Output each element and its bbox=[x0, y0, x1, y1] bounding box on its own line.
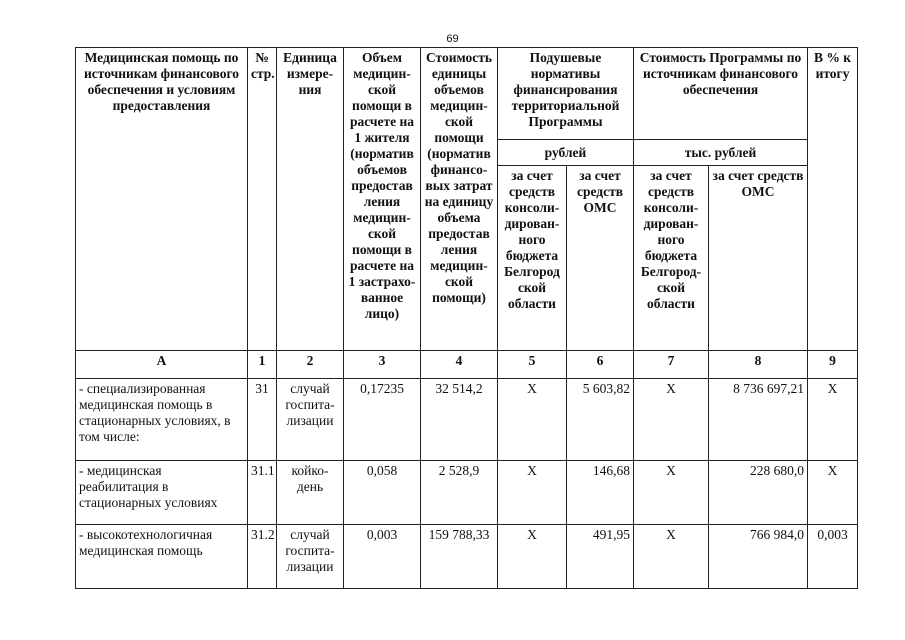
row-oms-thousand: 766 984,0 bbox=[709, 525, 808, 589]
row-budget-thousand: Х bbox=[634, 461, 709, 525]
row-number: 31.2 bbox=[248, 525, 277, 589]
row-percent-total: Х bbox=[808, 461, 858, 525]
header-unit-cost: Стоимость единицы объемов медицин-ской помощи (норматив финансо-вых затрат на единицу объема предостав ления медицин-ской помощи) bbox=[421, 48, 498, 351]
header-volume: Объем медицин-ской помощи в расчете на 1 жителя (норматив объемов предостав ления медицин-ской помощи в расчете на 1 застрахо-ванное лицо) bbox=[344, 48, 421, 351]
header-unit: Единица измере-ния bbox=[277, 48, 344, 351]
row-service-name: - высокотехнологичная медицинская помощь bbox=[76, 525, 248, 589]
column-numbering-row bbox=[76, 351, 858, 379]
col-number-2: 2 bbox=[277, 351, 344, 379]
row-volume: 0,058 bbox=[344, 461, 421, 525]
col-number-4: 4 bbox=[421, 351, 498, 379]
header-unit-thousand-rubles: тыс. рублей bbox=[634, 140, 808, 166]
col-number-8: 8 bbox=[709, 351, 808, 379]
row-unit-cost: 32 514,2 bbox=[421, 379, 498, 461]
table-row bbox=[76, 525, 858, 589]
row-budget-rubles: Х bbox=[498, 525, 567, 589]
row-budget-thousand: Х bbox=[634, 525, 709, 589]
row-number: 31 bbox=[248, 379, 277, 461]
row-oms-rubles: 491,95 bbox=[567, 525, 634, 589]
col-number-1: 1 bbox=[248, 351, 277, 379]
header-oms-thousand: за счет средств ОМС bbox=[709, 166, 808, 351]
header-budget-thousand: за счет средств консоли-дирован-ного бюджета Белгород-ской области bbox=[634, 166, 709, 351]
col-number-6: 6 bbox=[567, 351, 634, 379]
col-number-5: 5 bbox=[498, 351, 567, 379]
row-percent-total: Х bbox=[808, 379, 858, 461]
header-unit-rubles: рублей bbox=[498, 140, 634, 166]
row-unit-cost: 2 528,9 bbox=[421, 461, 498, 525]
header-budget-rubles: за счет средств консоли-дирован-ного бюджета Белгород ской области bbox=[498, 166, 567, 351]
table-row bbox=[76, 379, 858, 461]
row-percent-total: 0,003 bbox=[808, 525, 858, 589]
col-number-7: 7 bbox=[634, 351, 709, 379]
row-budget-rubles: Х bbox=[498, 379, 567, 461]
row-volume: 0,003 bbox=[344, 525, 421, 589]
header-per-capita-group: Подушевые нормативы финансирования территориальной Программы bbox=[498, 48, 634, 140]
row-oms-thousand: 228 680,0 bbox=[709, 461, 808, 525]
row-unit: случай госпита-лизации bbox=[277, 379, 344, 461]
row-service-name: - специализированная медицинская помощь в стационарных условиях, в том числе: bbox=[76, 379, 248, 461]
header-oms-rubles: за счет средств ОМС bbox=[567, 166, 634, 351]
row-oms-rubles: 5 603,82 bbox=[567, 379, 634, 461]
row-oms-thousand: 8 736 697,21 bbox=[709, 379, 808, 461]
row-oms-rubles: 146,68 bbox=[567, 461, 634, 525]
page-number: 69 bbox=[446, 33, 459, 45]
row-volume: 0,17235 bbox=[344, 379, 421, 461]
row-budget-rubles: Х bbox=[498, 461, 567, 525]
row-budget-thousand: Х bbox=[634, 379, 709, 461]
row-number: 31.1 bbox=[248, 461, 277, 525]
financing-table bbox=[75, 47, 858, 589]
header-row-1 bbox=[76, 48, 858, 140]
row-unit: койко-день bbox=[277, 461, 344, 525]
row-unit-cost: 159 788,33 bbox=[421, 525, 498, 589]
header-program-cost-group: Стоимость Программы по источникам финансового обеспечения bbox=[634, 48, 808, 140]
header-percent-total: В % к итогу bbox=[808, 48, 858, 351]
header-service: Медицинская помощь по источникам финансового обеспечения и условиям предоставления bbox=[76, 48, 248, 351]
header-row-number: № стр. bbox=[248, 48, 277, 351]
table-row bbox=[76, 461, 858, 525]
row-service-name: - медицинская реабилитация в стационарных условиях bbox=[76, 461, 248, 525]
row-unit: случай госпита-лизации bbox=[277, 525, 344, 589]
col-number-3: 3 bbox=[344, 351, 421, 379]
col-number-a: А bbox=[76, 351, 248, 379]
col-number-9: 9 bbox=[808, 351, 858, 379]
